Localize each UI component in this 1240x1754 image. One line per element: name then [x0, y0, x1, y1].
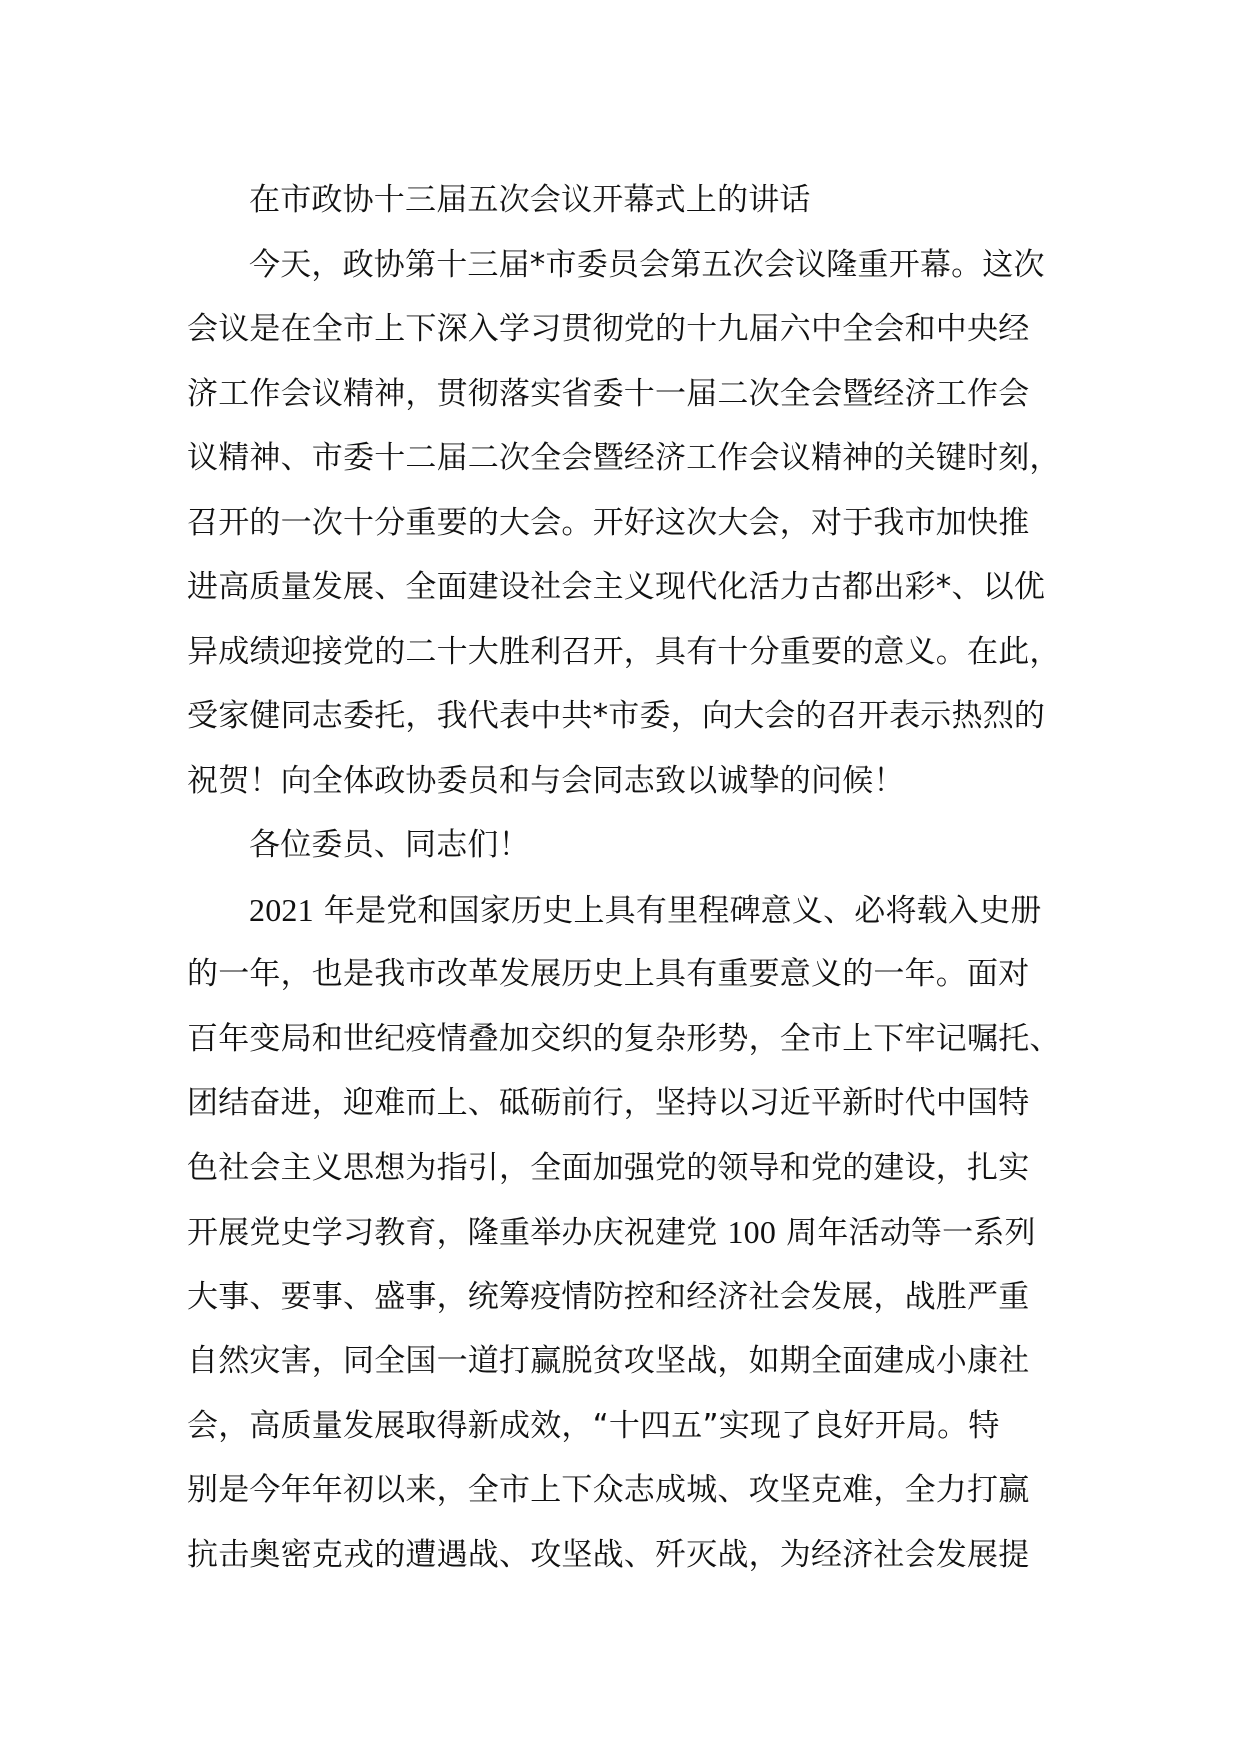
paragraph-line: 会议是在全市上下深入学习贯彻党的十九届六中全会和中央经 — [187, 311, 1030, 347]
paragraph-line: 百年变局和世纪疫情叠加交织的复杂形势，全市上下牢记嘱托、 — [187, 1020, 1061, 1057]
paragraph-line: 祝贺！向全体政协委员和与会同志致以诚挚的问候！ — [187, 762, 905, 799]
document-body — [187, 168, 1067, 1587]
paragraph-opening — [187, 233, 1067, 814]
paragraph-line: 受家健同志委托，我代表中共*市委，向大会的召开表示热烈的 — [187, 698, 1046, 734]
paragraph-line: 议精神、市委十二届二次全会暨经济工作会议精神的关键时刻， — [187, 440, 1061, 476]
paragraph-line: 色社会主义思想为指引，全面加强党的领导和党的建设，扎实 — [187, 1149, 1030, 1186]
paragraph-line: 抗击奥密克戎的遭遇战、攻坚战、歼灭战，为经济社会发展提 — [187, 1536, 1030, 1573]
year-number: 2021 — [249, 891, 314, 928]
paragraph-line — [187, 1200, 1067, 1265]
paragraph-line: 异成绩迎接党的二十大胜利召开，具有十分重要的意义。在此， — [187, 633, 1061, 670]
paragraph-line: 召开的一次十分重要的大会。开好这次大会，对于我市加快推 — [187, 504, 1030, 541]
anniversary-number: 100 — [727, 1214, 777, 1250]
paragraph-line: 团结奋进，迎难而上、砥砺前行，坚持以习近平新时代中国特 — [187, 1085, 1030, 1121]
paragraph-review — [187, 878, 1067, 1588]
paragraph-line: 大事、要事、盛事，统筹疫情防控和经济社会发展，战胜严重 — [187, 1278, 1030, 1315]
paragraph-line: 今天，政协第十三届*市委员会第五次会议隆重开幕。这次 — [249, 246, 1045, 283]
paragraph-line: 别是今年年初以来，全市上下众志成城、攻坚克难，全力打赢 — [187, 1472, 1030, 1508]
paragraph-line — [187, 878, 1067, 943]
paragraph-line: 济工作会议精神，贯彻落实省委十一届二次全会暨经济工作会 — [187, 375, 1030, 412]
paragraph-line: 会，高质量发展取得新成效，“十四五”实现了良好开局。特 — [187, 1407, 1000, 1444]
line-text: 周年活动等一系列 — [776, 1215, 1036, 1251]
paragraph-line: 进高质量发展、全面建设社会主义现代化活力古都出彩*、以优 — [187, 569, 1046, 605]
paragraph-line: 的一年，也是我市改革发展历史上具有重要意义的一年。面对 — [187, 956, 1030, 992]
document-title: 在市政协十三届五次会议开幕式上的讲话 — [249, 182, 811, 218]
paragraph-line: 自然灾害，同全国一道打赢脱贫攻坚战，如期全面建成小康社 — [187, 1343, 1030, 1379]
greeting: 各位委员、同志们！ — [249, 827, 530, 863]
line-text: 开展党史学习教育，隆重举办庆祝建党 — [187, 1215, 728, 1251]
line-text: 年是党和国家历史上具有里程碑意义、必将载入史册 — [313, 892, 1042, 929]
